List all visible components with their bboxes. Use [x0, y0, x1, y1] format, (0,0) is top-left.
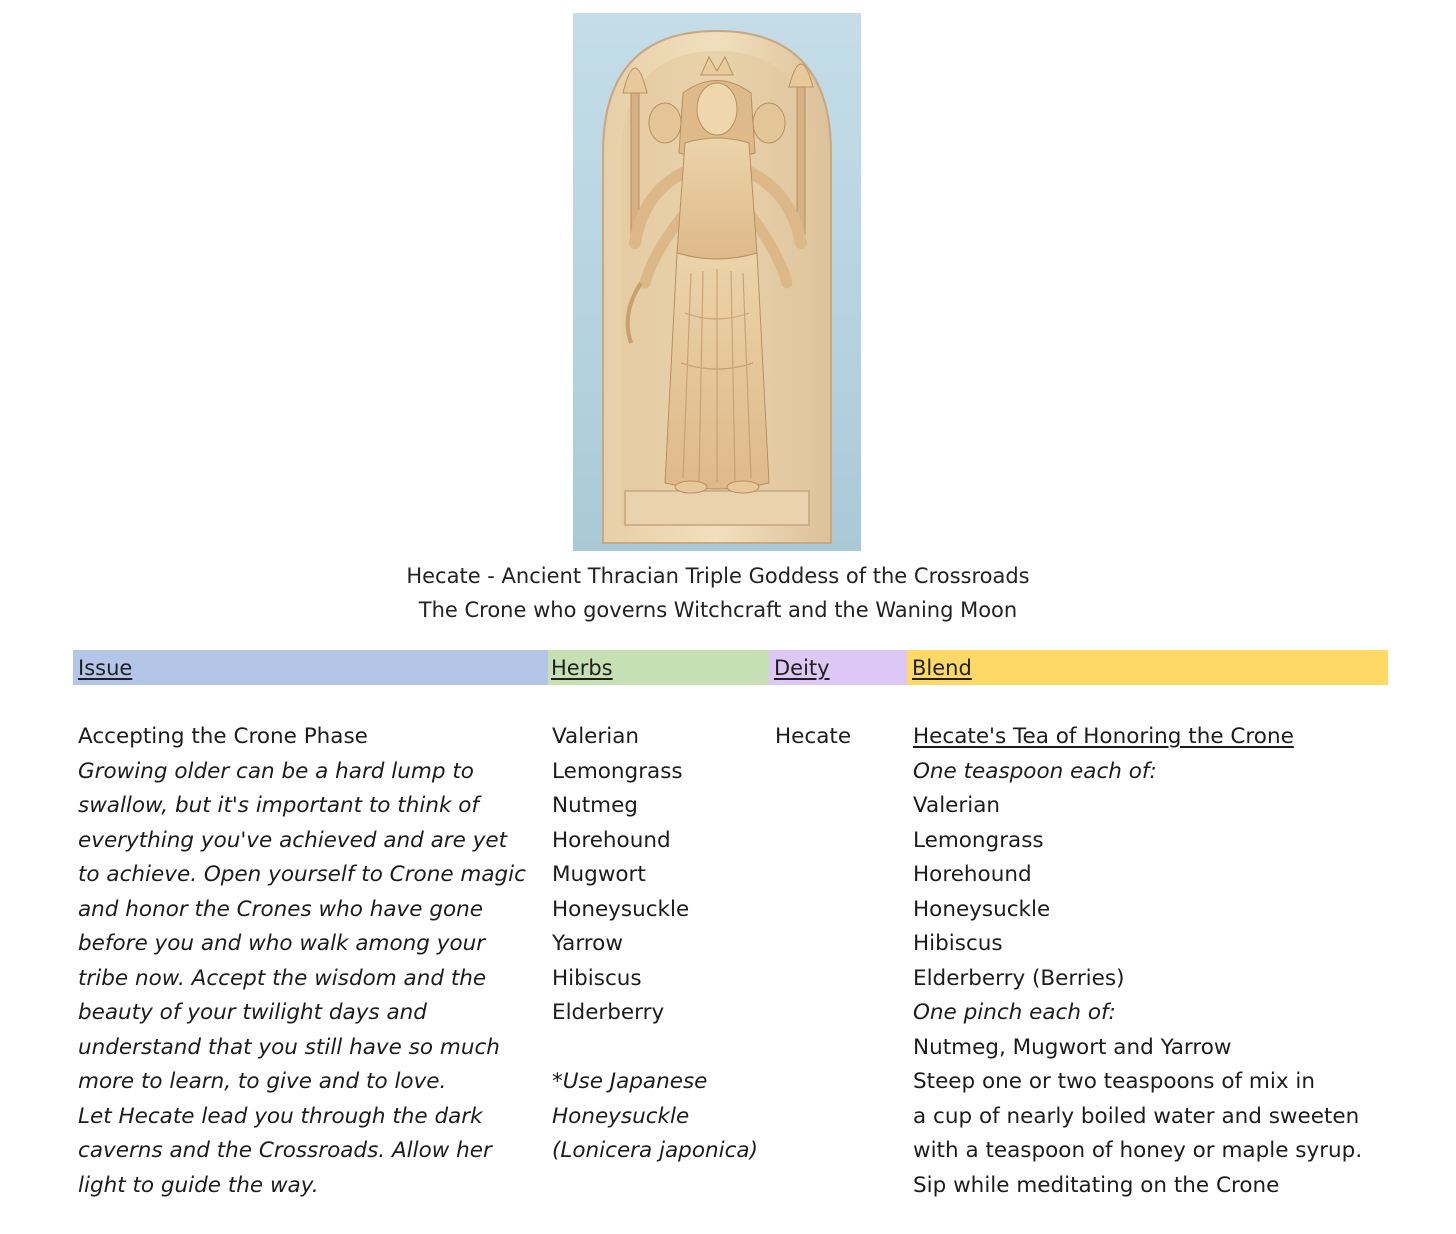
issue-description-line: swallow, but it's important to think of — [78, 793, 479, 818]
issue-description-line: more to learn, to give and to love. — [78, 1069, 447, 1094]
blend-pinch-items: Nutmeg, Mugwort and Yarrow — [913, 1034, 1232, 1060]
blend-teaspoon-item: Horehound — [913, 862, 1032, 887]
blend-instructions-line: Steep one or two teaspoons of mix in — [913, 1069, 1315, 1094]
blend-instructions-line: a cup of nearly boiled water and sweeten — [913, 1103, 1360, 1129]
blend-teaspoon-item: Honeysuckle — [913, 896, 1051, 922]
herbs-note-line: *Use Japanese — [552, 1069, 708, 1094]
herb-item: Hibiscus — [552, 965, 642, 991]
issue-description-line: light to guide the way. — [78, 1172, 319, 1198]
image-caption-subtitle: The Crone who governs Witchcraft and the Waning Moon — [418, 598, 1018, 622]
issue-description-line: caverns and the Crossroads. Allow her — [78, 1138, 492, 1163]
herbs-column — [552, 720, 758, 1169]
blend-teaspoon-item: Valerian — [913, 793, 1001, 818]
hecate-statue-image — [573, 13, 861, 551]
column-header-issue: Issue — [73, 650, 548, 685]
issue-description-line: understand that you still have so much — [78, 1034, 500, 1060]
issue-description-line: before you and who walk among your — [78, 931, 486, 956]
herb-item: Elderberry — [552, 1000, 665, 1025]
blend-pinch-intro: One pinch each of: — [913, 1000, 1116, 1025]
column-header-blend: Blend — [907, 650, 1388, 685]
issue-description-line: Let Hecate lead you through the dark — [78, 1103, 483, 1129]
column-header-herbs: Herbs — [548, 650, 769, 685]
image-caption-title: Hecate - Ancient Thracian Triple Goddess of the Crossroads — [406, 564, 1030, 588]
herb-item: Yarrow — [552, 931, 623, 956]
blend-teaspoon-intro: One teaspoon each of: — [913, 758, 1157, 784]
issue-description-line: everything you've achieved and are yet — [78, 827, 508, 853]
issue-column — [78, 720, 526, 1203]
issue-description-line: Growing older can be a hard lump to — [78, 758, 474, 784]
issue-description-line: to achieve. Open yourself to Crone magic — [78, 862, 526, 887]
blend-teaspoon-item: Lemongrass — [913, 827, 1044, 853]
blend-teaspoon-item: Hibiscus — [913, 931, 1003, 956]
herbs-spacer — [552, 1031, 758, 1066]
issue-title: Accepting the Crone Phase — [78, 724, 368, 749]
blend-instructions-line: Sip while meditating on the Crone — [913, 1172, 1280, 1198]
herb-item: Lemongrass — [552, 758, 683, 784]
herb-item: Honeysuckle — [552, 896, 690, 922]
herb-item: Mugwort — [552, 862, 646, 887]
issue-description-line: beauty of your twilight days and — [78, 1000, 427, 1025]
blend-instructions-line: with a teaspoon of honey or maple syrup. — [913, 1138, 1363, 1163]
herbs-note-line: (Lonicera japonica) — [552, 1138, 758, 1163]
herb-item: Valerian — [552, 724, 640, 749]
deity-column — [775, 720, 851, 755]
blend-teaspoon-item: Elderberry (Berries) — [913, 965, 1125, 991]
herbs-note-line: Honeysuckle — [552, 1103, 690, 1129]
issue-description-line: tribe now. Accept the wisdom and the — [78, 965, 487, 991]
blend-column — [913, 720, 1362, 1203]
blend-title: Hecate's Tea of Honoring the Crone — [913, 724, 1294, 749]
column-header-deity: Deity — [769, 650, 907, 685]
herb-item: Nutmeg — [552, 793, 638, 818]
issue-description-line: and honor the Crones who have gone — [78, 896, 483, 922]
herb-item: Horehound — [552, 827, 671, 853]
deity-name: Hecate — [775, 724, 852, 749]
